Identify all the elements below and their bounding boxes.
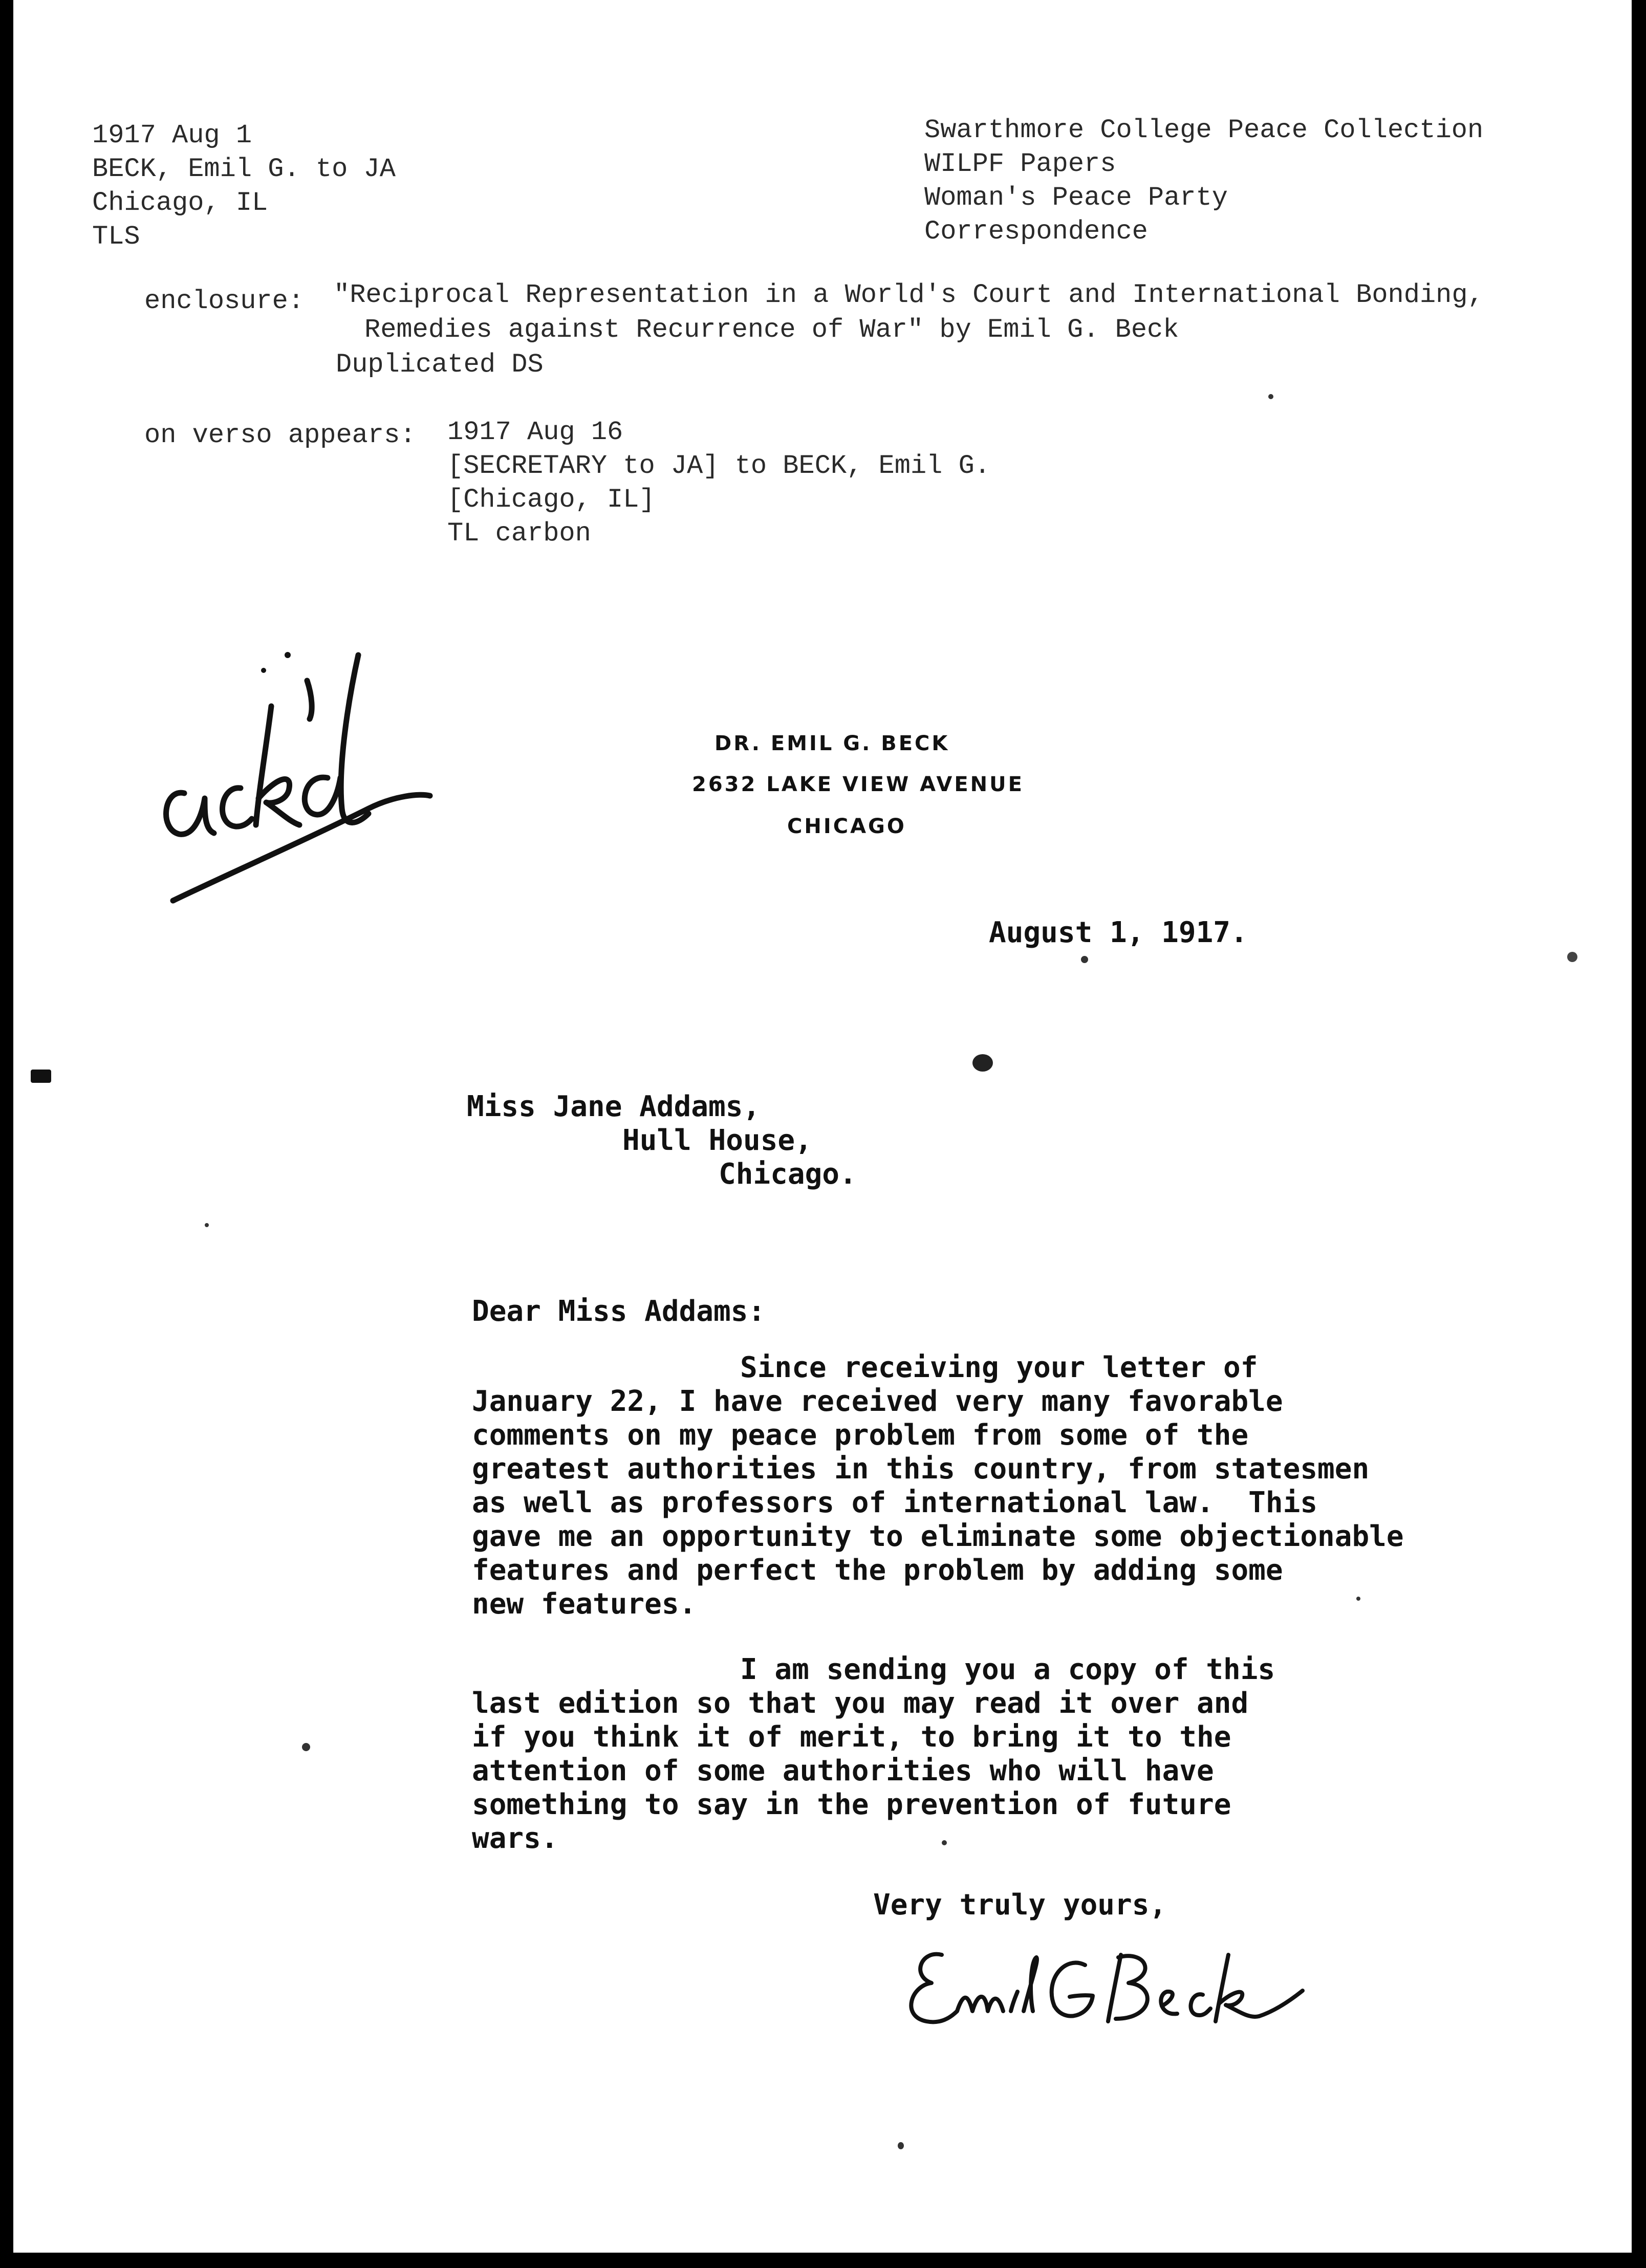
- paragraph-1-line: January 22, I have received very many favorable: [472, 1385, 1283, 1418]
- recipient-city: Chicago.: [719, 1158, 857, 1191]
- scan-border-left: [0, 0, 13, 2268]
- recipient-name: Miss Jane Addams,: [467, 1090, 761, 1123]
- closing: Very truly yours,: [873, 1888, 1167, 1922]
- verso-date: 1917 Aug 16: [447, 417, 623, 447]
- speck: [972, 1054, 993, 1072]
- signature: [901, 1934, 1310, 2037]
- verso-format: TL carbon: [447, 518, 591, 549]
- speck: [1268, 394, 1273, 399]
- catalog-date: 1917 Aug 1: [92, 120, 252, 150]
- collection-subseries: Correspondence: [924, 216, 1148, 247]
- paragraph-1-line: Since receiving your letter of: [740, 1351, 1258, 1384]
- speck: [1081, 956, 1088, 963]
- paragraph-1-line: new features.: [472, 1587, 697, 1621]
- enclosure-format: Duplicated DS: [336, 350, 544, 380]
- speck: [1356, 1597, 1360, 1601]
- paragraph-2-line: if you think it of merit, to bring it to the: [472, 1720, 1231, 1754]
- speck: [205, 1223, 209, 1227]
- paragraph-2-line: wars.: [472, 1822, 558, 1855]
- speck: [898, 2142, 904, 2149]
- verso-correspondents: [SECRETARY to JA] to BECK, Emil G.: [447, 451, 990, 481]
- paragraph-2-line: I am sending you a copy of this: [740, 1653, 1275, 1686]
- letterhead-name: DR. EMIL G. BECK: [714, 732, 950, 755]
- scan-border-right: [1632, 0, 1646, 2268]
- collection-series: Woman's Peace Party: [924, 183, 1228, 213]
- verso-place: [Chicago, IL]: [447, 485, 655, 515]
- letter-date: August 1, 1917.: [989, 916, 1248, 949]
- ackd-handwriting-icon: [154, 624, 440, 911]
- collection-name: Swarthmore College Peace Collection: [924, 115, 1484, 145]
- paragraph-2-line: attention of some authorities who will have: [472, 1754, 1214, 1787]
- speck: [31, 1070, 51, 1083]
- enclosure-label: enclosure:: [144, 286, 305, 316]
- letterhead-address: 2632 LAKE VIEW AVENUE: [692, 773, 1024, 796]
- paragraph-2-line: something to say in the prevention of future: [472, 1788, 1231, 1821]
- paragraph-1-line: comments on my peace problem from some of the: [472, 1419, 1249, 1452]
- catalog-correspondents: BECK, Emil G. to JA: [92, 154, 396, 184]
- enclosure-title-line-2: Remedies against Recurrence of War" by Emil G. Beck: [364, 315, 1179, 345]
- paragraph-1-line: features and perfect the problem by adding some: [472, 1554, 1283, 1587]
- collection-papers: WILPF Papers: [924, 149, 1116, 179]
- salutation: Dear Miss Addams:: [472, 1295, 766, 1328]
- paragraph-1-line: greatest authorities in this country, from statesmen: [472, 1452, 1370, 1486]
- handwritten-ackd-annotation: [154, 624, 440, 911]
- scan-border-bottom: [0, 2253, 1646, 2268]
- speck: [302, 1743, 310, 1751]
- verso-label: on verso appears:: [144, 420, 416, 450]
- speck: [1567, 952, 1577, 962]
- paragraph-2-line: last edition so that you may read it over and: [472, 1687, 1249, 1720]
- catalog-format: TLS: [92, 222, 140, 252]
- catalog-place: Chicago, IL: [92, 188, 268, 218]
- letterhead-city: CHICAGO: [787, 815, 906, 838]
- signature-handwriting-icon: [901, 1934, 1310, 2037]
- paragraph-1-line: as well as professors of international law. This: [472, 1486, 1318, 1519]
- enclosure-title-line-1: "Reciprocal Representation in a World's Court and International Bonding,: [334, 280, 1484, 310]
- recipient-org: Hull House,: [622, 1124, 812, 1157]
- speck: [942, 1840, 947, 1845]
- paragraph-1-line: gave me an opportunity to eliminate some objectionable: [472, 1520, 1404, 1553]
